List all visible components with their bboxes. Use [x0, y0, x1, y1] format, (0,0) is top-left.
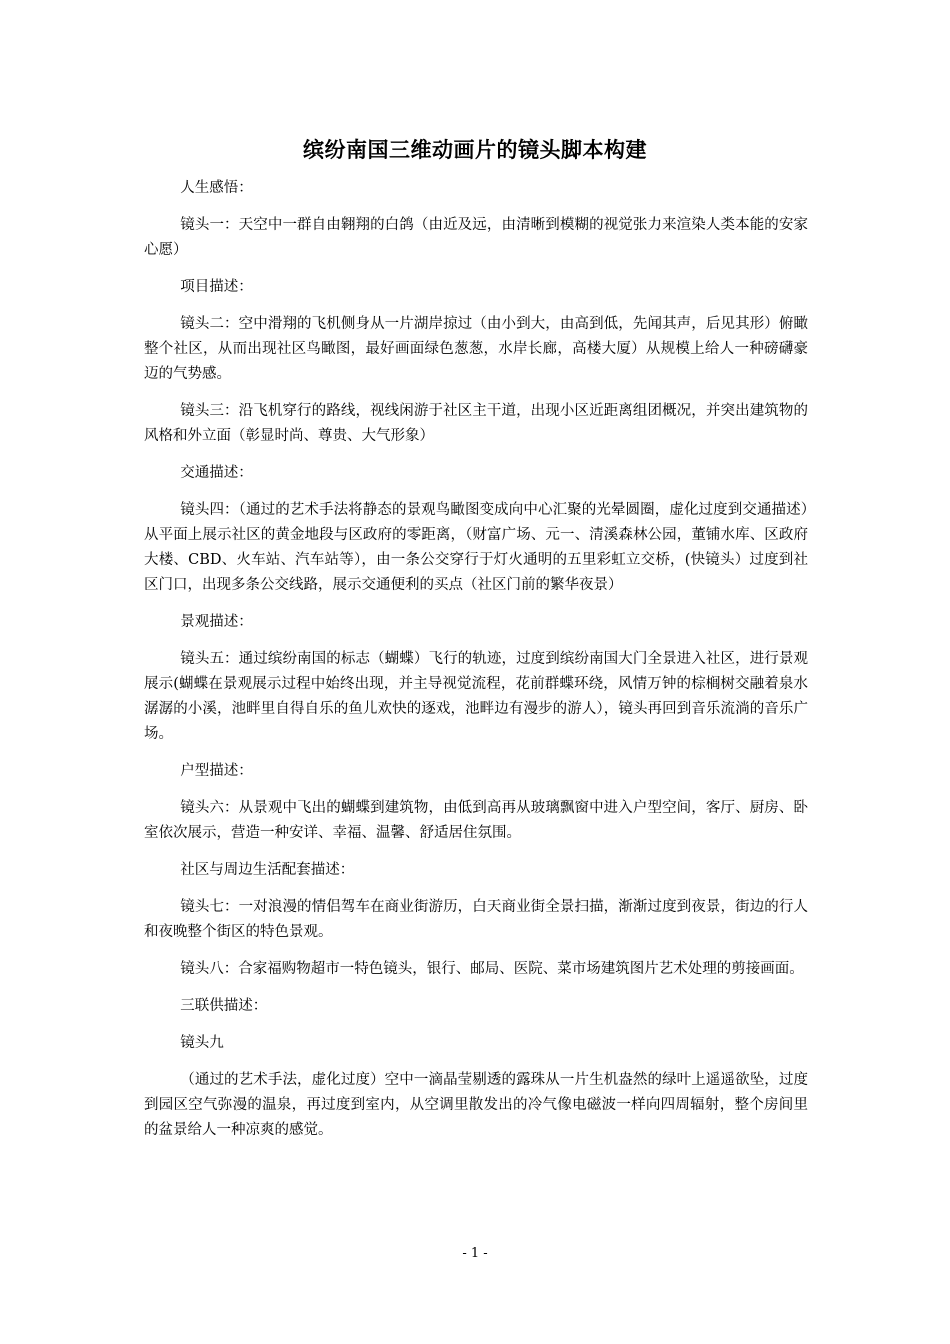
paragraph-heading-life: 人生感悟：	[180, 180, 253, 196]
document-title: 缤纷南国三维动画片的镜头脚本构建	[303, 138, 647, 162]
paragraph-heading-traffic: 交通描述：	[180, 465, 253, 481]
paragraph-shot-6: 镜头六：从景观中飞出的蝴蝶到建筑物，由低到高再从玻璃飘窗中进入户型空间，客厅、厨房、卧室依次展示，营造一种安详、幸福、温馨、舒适居住氛围。	[144, 800, 808, 841]
paragraph-shot-5: 镜头五：通过缤纷南国的标志（蝴蝶）飞行的轨迹，过度到缤纷南国大门全景进入社区，进行景观展示(蝴蝶在景观展示过程中始终出现，并主导视觉流程，花前群蝶环绕，风情万钟的棕榈树交融着泉水潺潺的小溪，池畔里自得自乐的鱼儿欢快的逐戏，池畔边有漫步的游人），镜头再回到音乐流淌的音乐广场。	[144, 651, 808, 742]
paragraph-shot-7: 镜头七：一对浪漫的情侣驾车在商业街游历，白天商业街全景扫描，渐渐过度到夜景，街边的行人和夜晚整个街区的特色景观。	[144, 899, 808, 940]
paragraph-heading-trigeneration: 三联供描述：	[180, 998, 268, 1014]
paragraph-heading-unit: 户型描述：	[180, 763, 253, 779]
paragraph-shot-9-label: 镜头九	[180, 1035, 224, 1051]
paragraph-shot-8: 镜头八：合家福购物超市一特色镜头，银行、邮局、医院、菜市场建筑图片艺术处理的剪接画面。	[180, 961, 804, 977]
document-body	[144, 176, 808, 1155]
paragraph-shot-1: 镜头一：天空中一群自由翱翔的白鸽（由近及远，由清晰到模糊的视觉张力来渲染人类本能的安家心愿）	[144, 217, 808, 258]
paragraph-shot-4: 镜头四：（通过的艺术手法将静态的景观鸟瞰图变成向中心汇聚的光晕圆圈，虚化过度到交通描述）从平面上展示社区的黄金地段与区政府的零距离，（财富广场、元一、清溪森林公园，董铺水库、区政府大楼、CBD、火车站、汽车站等），由一条公交穿行于灯火通明的五里彩虹立交桥，(快镜头）过度到社区门口，出现多条公交线路，展示交通便利的买点（社区门前的繁华夜景）	[144, 502, 808, 593]
page-number: - 1 -	[462, 1246, 488, 1261]
paragraph-shot-9: （通过的艺术手法，虚化过度）空中一滴晶莹剔透的露珠从一片生机盎然的绿叶上遥遥欲坠，过度到园区空气弥漫的温泉，再过度到室内，从空调里散发出的冷气像电磁波一样向四周辐射，整个房间里的盆景给人一种凉爽的感觉。	[144, 1072, 808, 1138]
paragraph-shot-2: 镜头二：空中滑翔的飞机侧身从一片湖岸掠过（由小到大，由高到低，先闻其声，后见其形）俯瞰整个社区，从而出现社区鸟瞰图，最好画面绿色葱葱，水岸长廊，高楼大厦）从规模上给人一种磅礴豪迈的气势感。	[144, 316, 808, 382]
paragraph-heading-community: 社区与周边生活配套描述：	[180, 862, 355, 878]
paragraph-heading-project: 项目描述：	[180, 279, 253, 295]
paragraph-heading-landscape: 景观描述：	[180, 614, 253, 630]
paragraph-shot-3: 镜头三：沿飞机穿行的路线，视线闲游于社区主干道，出现小区近距离组团概况，并突出建筑物的风格和外立面（彰显时尚、尊贵、大气形象）	[144, 403, 808, 444]
